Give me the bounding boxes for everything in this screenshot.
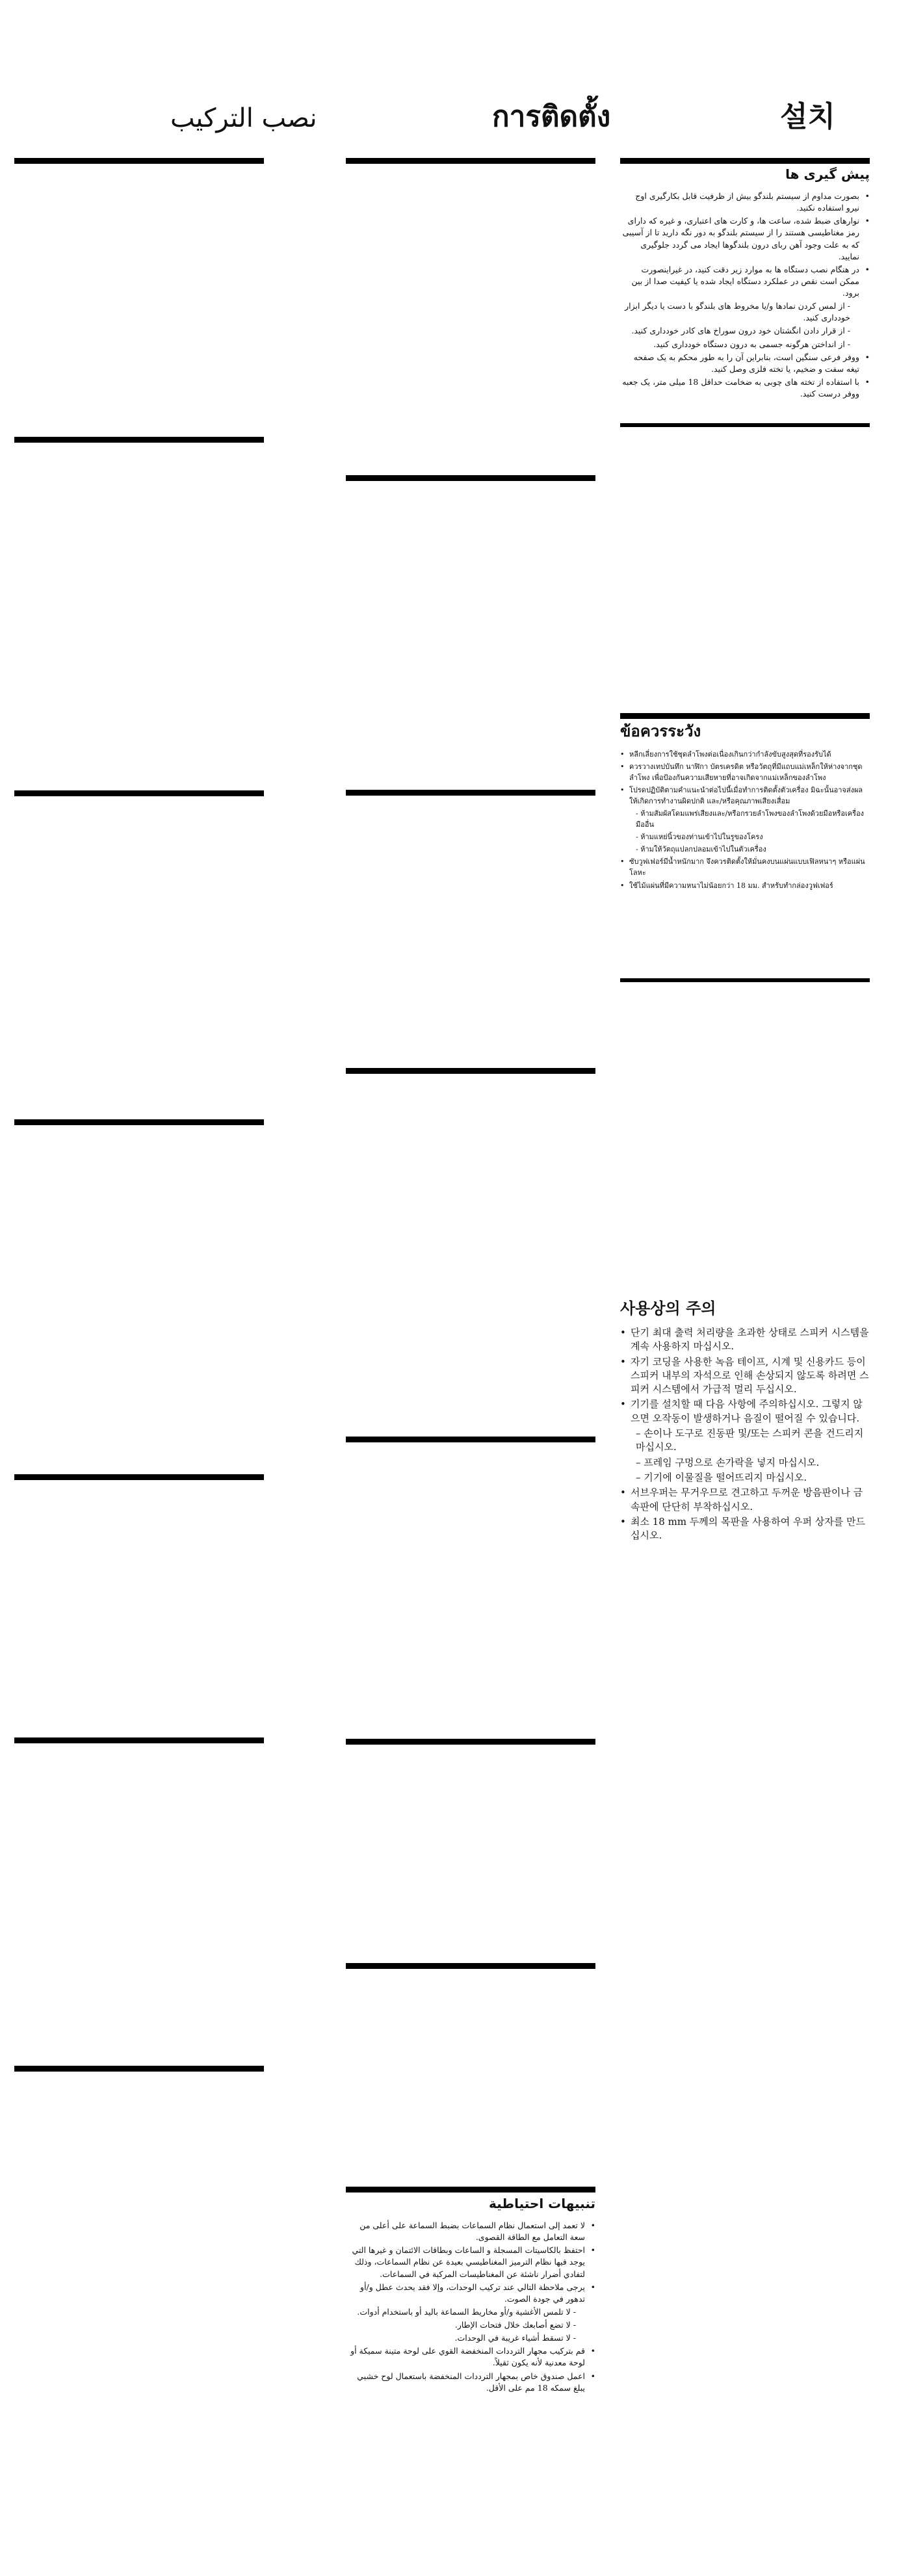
thai-heading: ข้อควรระวัง [620,722,701,740]
list-item: • 자기 코딩을 사용한 녹음 테이프, 시계 및 신용카드 등이 스피커 내부의 자석으로 인해 손상되지 않도록 하려면 스피커 시스템에서 가급적 멀리 두십시오. [620,1355,870,1397]
divider-rule [620,713,870,719]
korean-heading: 사용상의 주의 [620,1299,716,1318]
list-item: • لا تعمد إلى استعمال نظام السماعات بضبط السماعة على أعلى من سعة التعامل مع الطاقة القصوى. [346,2220,595,2243]
divider-rule [14,437,264,443]
divider-rule [346,1437,595,1442]
divider-rule [14,1474,264,1480]
list-item: - از انداختن هرگونه جسمی به درون دستگاه خودداری کنید. [653,339,850,349]
persian-precautions [620,166,870,401]
list-item: - ห้ามแหย่นิ้วของท่านเข้าไปในรูของโครง [636,833,763,842]
list-item: • يرجى ملاحظة التالي عند تركيب الوحدات، وإلا فقد يحدث عطل و/أو تدهور في جودة الصوت. [346,2282,595,2305]
list-item: • 기기를 설치할 때 다음 사항에 주의하십시오. 그렇지 않으면 오작동이 발생하거나 음질이 떨어질 수 있습니다. [620,1398,870,1425]
list-item: - لا تسقط أشياء غريبة في الوحدات. [454,2333,576,2343]
divider-rule [14,2066,264,2072]
list-item: • ควรวางเทปบันทึก นาฬิกา บัตรเครดิต หรือวัตถุที่มีแถบแม่เหล็กให้ห่างจากชุดลำโพง เพื่อป้องกันความเสียหายที่อาจเกิดจากแม่เหล็กของลำโพง [620,761,870,783]
list-item: • با استفاده از تخته های چوبی به ضخامت حداقل 18 میلی متر، یک جعبه ووفر درست کنید. [620,376,870,400]
persian-heading: پیش گیری ها [785,166,870,182]
list-item: – 프레임 구멍으로 손가락을 넣지 마십시오. [636,1456,820,1468]
list-item: • بصورت مداوم از سیستم بلندگو بیش از ظرفیت قابل بکارگیری اوج نیرو استفاده نکنید. [620,190,870,214]
arabic-heading: تنبيهات احتياطية [488,2196,595,2211]
list-item: – 손이나 도구로 진동판 및/또는 스피커 콘을 건드리지 마십시오. [636,1427,864,1453]
thai-list [620,749,870,891]
list-item: • قم بتركيب مجهار الترددات المنخفضة القوي على لوحة متينة سميكة أو لوحة معدنية لأنه يكون ثقيلاً. [346,2345,595,2369]
list-item: • احتفظ بالكاسيتات المسجلة و الساعات وبطاقات الائتمان و غيرها التي يوجد فيها نظام الترميز المغناطيسي بعيدة عن نظام السماعات، وذلك لتفادي أضرار ناشئة عن المغناطيسات المركبة في السماعات. [346,2244,595,2280]
list-item: • در هنگام نصب دستگاه ها به موارد زیر دقت کنید، در غیراینصورت ممکن است نقص در عملکرد دستگاه ایجاد شده یا کیفیت صدا از بین برود. [620,264,870,299]
list-item: - از لمس کردن نمادها و/یا مخروط های بلندگو با دست یا دیگر ابزار خودداری کنید. [625,301,850,323]
list-item: - ห้ามให้วัตถุแปลกปลอมเข้าไปในตัวเครื่อง [636,845,766,854]
list-item: - لا تضع أصابعك خلال فتحات الإطار. [454,2320,576,2330]
divider-rule [346,158,595,164]
korean-precautions [620,1299,870,1544]
persian-list [620,190,870,400]
divider-rule [14,790,264,796]
list-item: • ووفر فرعی سنگین است، بنابراین آن را به طور محکم به یک صفحه تیغه سفت و ضخیم، یا تخته فلزی وصل کنید. [620,352,870,375]
thai-title: การติดตั้ง [492,100,611,133]
arabic-list [346,2220,595,2394]
divider-rule [346,1068,595,1074]
divider-rule [346,2187,595,2192]
list-item: - ห้ามสัมผัสโดมแพร่เสียงและ/หรือกรวยลำโพงของลำโพงด้วยมือหรือเครื่องมืออื่น [636,809,865,829]
divider-rule [346,1739,595,1745]
list-item: • โปรดปฏิบัติตามคำแนะนำต่อไปนี้เมื่อทำการติดตั้งตัวเครื่อง มิฉะนั้นอาจส่งผลให้เกิดการทำงานผิดปกติ และ/หรือคุณภาพเสียงเสื่อม [620,785,870,807]
korean-list [620,1326,870,1542]
list-item: • نوارهای ضبط شده، ساعت ها، و کارت های اعتباری، و غیره که دارای رمز مغناطیسی هستند را از سیستم بلندگو به دور نگه دارید تا از آسیبی که به علت وجود آهن ربای درون بلندگوها ایجاد می گردد جلوگیری نمایید. [620,215,870,263]
list-item: - از قرار دادن انگشتان خود درون سوراخ های کادر خودداری کنید. [631,326,850,336]
list-item: • ใช้ไม้แผ่นที่มีความหนาไม่น้อยกว่า 18 มม. สำหรับทำกล่องวูฟเฟอร์ [620,880,870,891]
list-item: • ซับวูฟเฟอร์มีน้ำหนักมาก จึงควรติดตั้งให้มั่นคงบนแผ่นแบบเฟิลหนาๆ หรือแผ่นโลหะ [620,856,870,878]
korean-title: 설치 [780,100,836,133]
divider-rule [346,475,595,481]
divider-rule [620,158,870,164]
list-item: • 단기 최대 출력 처리량을 초과한 상태로 스피커 시스템을 계속 사용하지 마십시오. [620,1326,870,1354]
arabic-title: نصب التركيب [170,103,317,133]
list-item: • 서브우퍼는 무거우므로 견고하고 두꺼운 방음판이나 금속판에 단단히 부착하십시오. [620,1486,870,1514]
list-item: • 최소 18 mm 두께의 목판을 사용하여 우퍼 상자를 만드십시오. [620,1515,870,1543]
divider-rule [14,1737,264,1743]
list-item: – 기기에 이물질을 떨어뜨리지 마십시오. [636,1471,807,1483]
arabic-precautions [346,2196,595,2395]
list-item: • หลีกเลี่ยงการใช้ชุดลำโพงต่อเนื่องเกินกว่ากำลังขับสูงสุดที่รองรับได้ [620,749,870,760]
thai-precautions [620,722,870,892]
divider-rule [620,423,870,427]
list-item: - لا تلمس الأغشية و/أو مخاريط السماعة باليد أو باستخدام أدوات. [357,2306,576,2317]
divider-rule [620,978,870,982]
divider-rule [346,790,595,796]
divider-rule [14,1119,264,1125]
list-item: • اعمل صندوق خاص بمجهار الترددات المنخفضة باستعمال لوح خشبي يبلغ سمكه 18 مم على الأقل. [346,2371,595,2394]
divider-rule [346,1963,595,1969]
divider-rule [14,158,264,164]
